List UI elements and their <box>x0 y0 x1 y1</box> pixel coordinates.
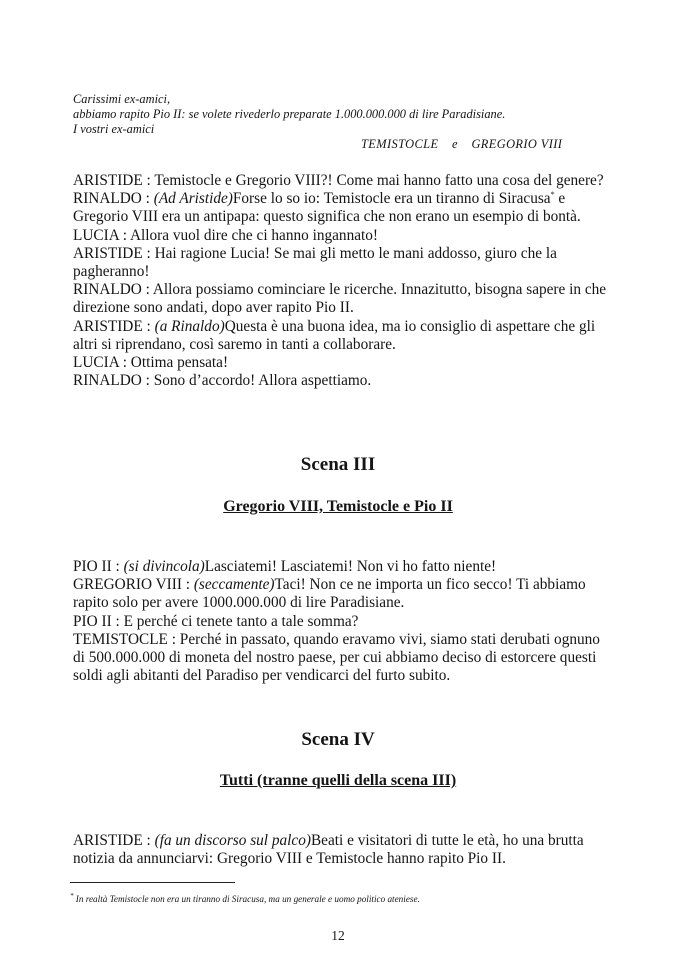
line-text: Temistocle e Gregorio VIII?! Come mai hanno fatto una cosa del genere? <box>150 172 604 189</box>
scene4-title: Scena IV <box>301 729 375 750</box>
ransom-letter <box>73 92 593 152</box>
speaker: RINALDO : <box>73 190 150 208</box>
scene3-subtitle: Gregorio VIII, Temistocle e Pio II <box>223 498 453 515</box>
dialogue-line <box>73 318 608 354</box>
speaker: GREGORIO VIII : <box>73 576 190 594</box>
dialogue-line <box>73 372 608 390</box>
dialogue-line <box>73 613 608 631</box>
letter-line: abbiamo rapito Pio II: se volete rivederlo preparate 1.000.000.000 di lire Paradisiane. <box>73 107 506 121</box>
line-text: Allora possiamo cominciare le ricerche. Innazitutto, bisogna sapere in che direzione sono andati, dopo aver rapito Pio II. <box>73 281 607 317</box>
line-text-continued: e Gregorio VIII era un antipapa: questo significa che non erano un esempio di bontà. <box>73 190 581 226</box>
speaker: ARISTIDE : <box>73 244 151 262</box>
scene3-title: Scena III <box>300 454 376 475</box>
dialogue-line <box>73 245 608 281</box>
dialogue-line <box>73 631 608 686</box>
speaker: ARISTIDE : <box>73 317 151 335</box>
line-text: Beati e visitatori di tutte le età, ho una brutta notizia da annunciarvi: Gregorio VIII e Temistocle hanno rapito Pio II. <box>73 832 584 868</box>
scene3-dialogue <box>73 558 608 685</box>
stage-direction: (si divincola) <box>123 558 205 575</box>
line-text: Hai ragione Lucia! Se mai gli metto le mani addosso, giuro che la pagheranno! <box>73 244 557 281</box>
speaker: RINALDO : <box>73 372 150 390</box>
speaker: LUCIA : <box>73 226 127 244</box>
speaker: LUCIA : <box>73 354 127 372</box>
footnote-mark: * <box>550 190 555 200</box>
line-text: Forse lo so io: Temistocle era un tiranno di Siracusa <box>232 190 551 208</box>
footnote <box>70 890 630 905</box>
dialogue-line <box>73 354 608 372</box>
line-text: Ottima pensata! <box>126 354 229 372</box>
speaker: PIO II : <box>73 612 120 630</box>
footnote-mark: * <box>70 892 74 900</box>
dialogue-line <box>73 190 608 226</box>
speaker: ARISTIDE : <box>73 832 151 849</box>
scene2-dialogue <box>73 172 608 390</box>
dialogue-line <box>73 576 608 612</box>
dialogue-line <box>73 227 608 245</box>
line-text: Taci! Non ce ne importa un fico secco! Ti abbiamo rapito solo per avere 1000.000.000 di lire Paradisiane. <box>73 576 586 612</box>
stage-direction: (a Rinaldo) <box>154 317 225 335</box>
stage-direction: (fa un discorso sul palco) <box>154 832 311 849</box>
stage-direction: (Ad Aristide) <box>153 190 233 208</box>
dialogue-line <box>73 172 608 190</box>
signature-conjunction: e <box>452 137 458 151</box>
speaker: RINALDO : <box>73 281 150 299</box>
speaker: ARISTIDE : <box>73 172 151 189</box>
line-text: Perché in passato, quando eravamo vivi, siamo stati derubati ognuno di 500.000.000 di moneta del nostro paese, per cui abbiamo deciso di estorcere questi soldi agli abitanti del Paradiso per vendicarci del furto subito. <box>73 630 600 685</box>
dialogue-line <box>73 558 608 576</box>
footnote-divider <box>70 882 235 883</box>
line-text: Lasciatemi! Lasciatemi! Non vi ho fatto niente! <box>204 558 497 575</box>
line-text: Allora vuol dire che ci hanno ingannato! <box>126 226 379 244</box>
signer-temistocle: TEMISTOCLE <box>361 137 439 151</box>
speaker: TEMISTOCLE : <box>73 630 176 648</box>
dialogue-line <box>73 832 608 868</box>
signer-gregorio: GREGORIO VIII <box>471 137 563 151</box>
footnote-text: In realtà Temistocle non era un tiranno di Siracusa, ma un generale e uomo politico ateniese. <box>73 894 420 905</box>
scene4-dialogue <box>73 832 608 868</box>
page-number: 12 <box>331 928 345 943</box>
letter-line: I vostri ex-amici <box>73 122 155 136</box>
line-text: Sono d’accordo! Allora aspettiamo. <box>149 372 372 390</box>
stage-direction: (seccamente) <box>193 576 275 594</box>
letter-line: Carissimi ex-amici, <box>73 92 171 106</box>
dialogue-line <box>73 281 608 317</box>
line-text: E perché ci tenete tanto a tale somma? <box>119 612 359 630</box>
letter-signature <box>73 137 593 152</box>
line-text: Questa è una buona idea, ma io consiglio di aspettare che gli altri si riprendano, così saremo in tanti a collaborare. <box>73 317 596 353</box>
speaker: PIO II : <box>73 558 120 575</box>
scene4-subtitle: Tutti (tranne quelli della scena III) <box>219 772 457 789</box>
